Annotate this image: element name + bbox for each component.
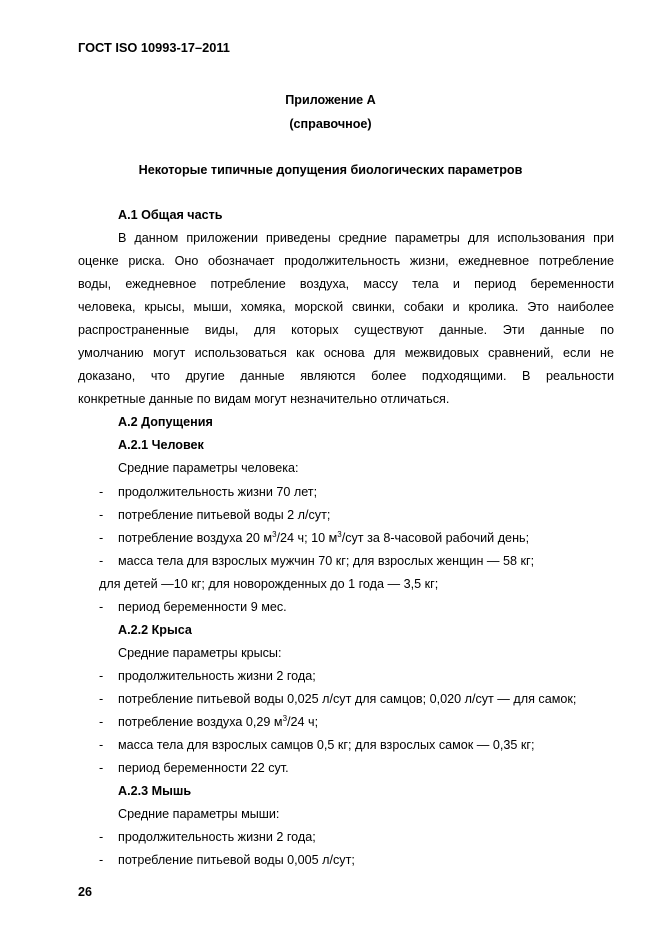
subsection-human-heading: А.2.1 Человек bbox=[118, 438, 204, 452]
human-intro: Средние параметры человека: bbox=[118, 461, 299, 475]
paragraph-line: конкретные данные по видам могут незначительно отличаться. bbox=[78, 392, 450, 406]
list-item: потребление воздуха 20 $м^3/24$ ч; 10 $м^3$/сут за 8-часовой рабочий день; bbox=[118, 530, 530, 545]
section-a1-heading: А.1 Общая часть bbox=[118, 208, 223, 222]
list-item: потребление питьевой воды 0,025 л/сут для самцов; 0,020 л/сут — для самок; bbox=[118, 692, 577, 706]
bullet-dash: - bbox=[99, 554, 104, 568]
appendix-title: Приложение А bbox=[285, 93, 376, 107]
document-header: ГОСТ ISO 10993-17–2011 bbox=[78, 40, 230, 55]
list-item: период беременности 22 сут. bbox=[118, 761, 289, 775]
bullet-dash: - bbox=[99, 692, 104, 706]
list-item: масса тела для взрослых мужчин 70 кг; для взрослых женщин — 58 кг; bbox=[118, 554, 535, 568]
list-item-continuation: для детей —10 кг; для новорожденных до 1 года — 3,5 кг; bbox=[99, 577, 439, 591]
bullet-dash: - bbox=[99, 715, 104, 729]
list-item: период беременности 9 мес. bbox=[118, 600, 287, 614]
list-item: потребление питьевой воды 2 л/сут; bbox=[118, 508, 331, 522]
paragraph-line: человека, крысы, мыши, хомяка, морской свинки, собаки и кролика. Это наиболее bbox=[78, 300, 614, 314]
bullet-dash: - bbox=[99, 508, 104, 522]
bullet-dash: - bbox=[99, 485, 104, 499]
mouse-intro: Средние параметры мыши: bbox=[118, 807, 280, 821]
bullet-dash: - bbox=[99, 600, 104, 614]
bullet-dash: - bbox=[99, 830, 104, 844]
list-item: продолжительность жизни 2 года; bbox=[118, 830, 316, 844]
appendix-status: (справочное) bbox=[289, 117, 372, 131]
bullet-dash: - bbox=[99, 761, 104, 775]
section-a2-heading: А.2 Допущения bbox=[118, 415, 213, 429]
list-item: потребление воздуха 0,29 $м^3/24$ ч; bbox=[118, 714, 319, 729]
rat-intro: Средние параметры крысы: bbox=[118, 646, 282, 660]
paragraph-line: умолчанию могут использоваться как основа для межвидовых сравнений, если не bbox=[78, 346, 614, 360]
subsection-mouse-heading: А.2.3 Мышь bbox=[118, 784, 192, 798]
page-number: 26 bbox=[78, 885, 93, 899]
bullet-dash: - bbox=[99, 738, 104, 752]
paragraph-line: В данном приложении приведены средние параметры для использования при bbox=[118, 231, 614, 245]
paragraph-line: распространенные виды, для которых существуют данные. Эти данные по bbox=[78, 323, 614, 337]
document-title: Некоторые типичные допущения биологических параметров bbox=[138, 163, 523, 177]
list-item: потребление питьевой воды 0,005 л/сут; bbox=[118, 853, 355, 867]
list-item: продолжительность жизни 70 лет; bbox=[118, 485, 318, 499]
bullet-dash: - bbox=[99, 853, 104, 867]
bullet-dash: - bbox=[99, 669, 104, 683]
paragraph-line: доказано, что другие данные являются более подходящими. В реальности bbox=[78, 369, 614, 383]
paragraph-line: оценке риска. Оно обозначает продолжительность жизни, ежедневное потребление bbox=[78, 254, 614, 268]
list-item: продолжительность жизни 2 года; bbox=[118, 669, 316, 683]
list-item: масса тела для взрослых самцов 0,5 кг; для взрослых самок — 0,35 кг; bbox=[118, 738, 535, 752]
bullet-dash: - bbox=[99, 531, 104, 545]
paragraph-line: воды, ежедневное потребление воздуха, массу тела и период беременности bbox=[78, 277, 614, 291]
subsection-rat-heading: А.2.2 Крыса bbox=[118, 623, 192, 637]
